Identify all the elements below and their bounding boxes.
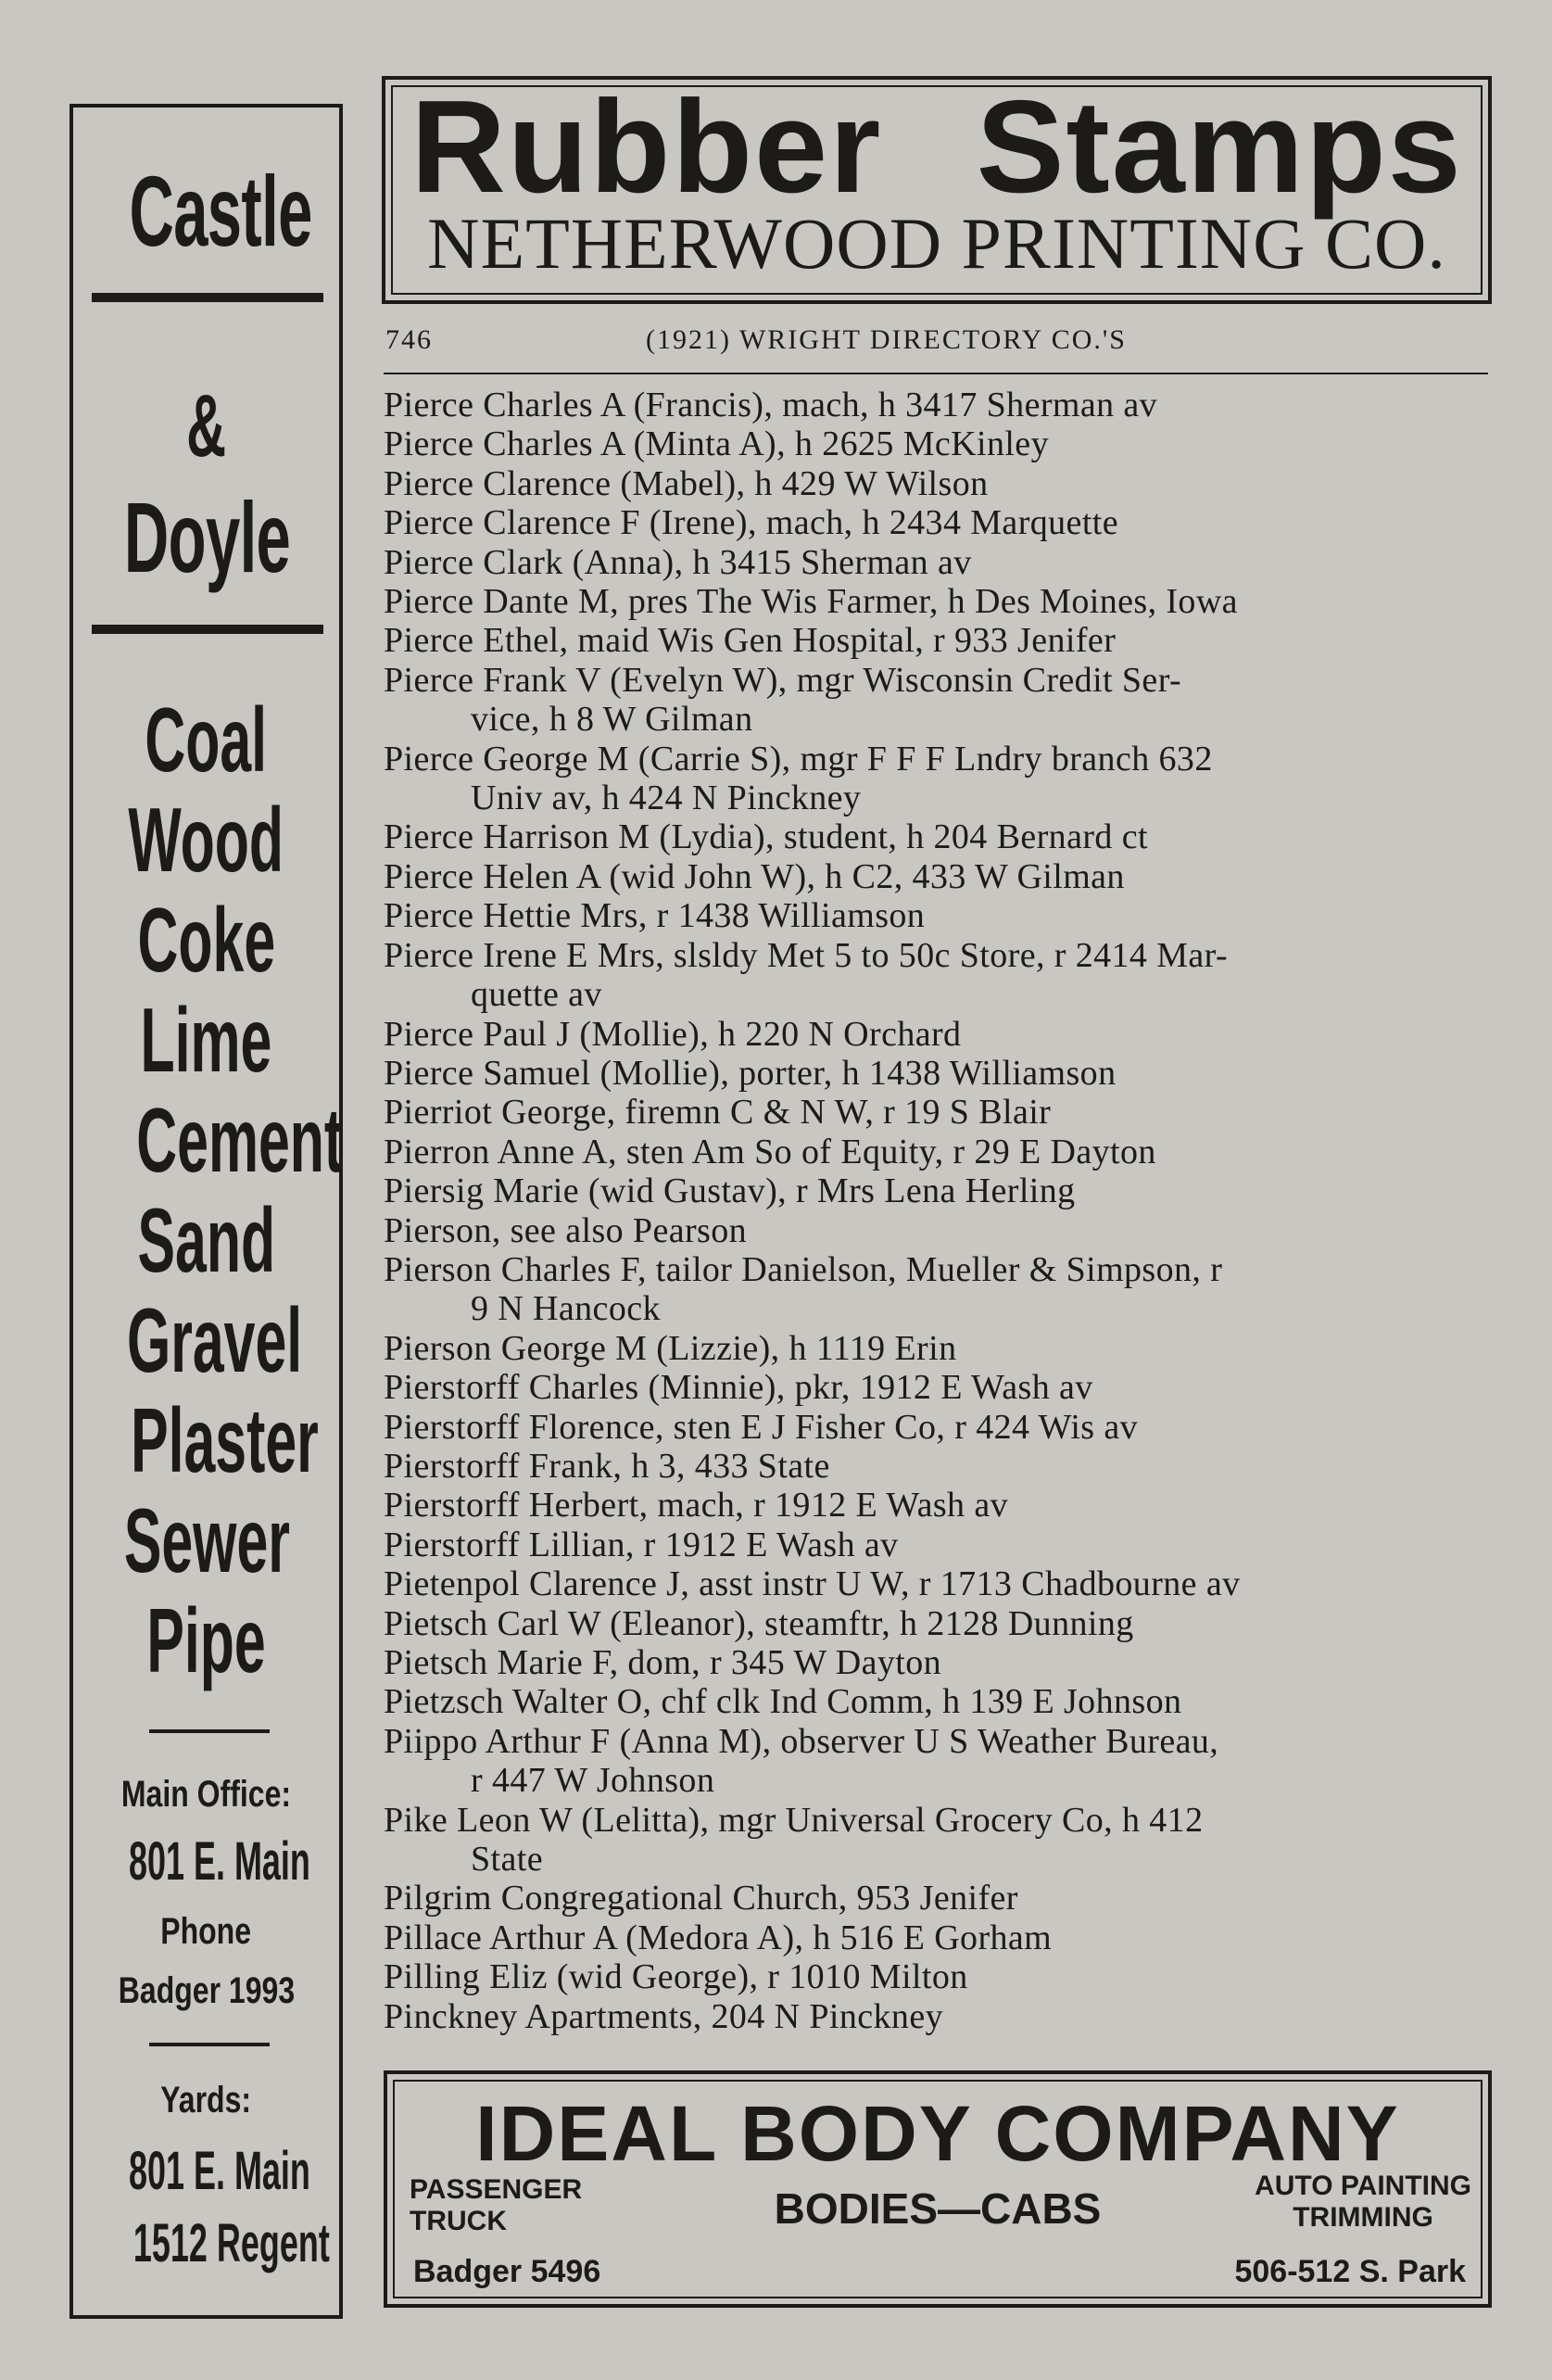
ad-ampersand-wrap [73,376,339,475]
entry-text: Pierce Helen A (wid John W), h C2, 433 W Gilman [384,856,1125,896]
entry-text: Pierson George M (Lizzie), h 1119 Erin [384,1328,957,1368]
product-item: Coal [145,689,268,791]
entry-continuation: r 447 W Johnson [471,1761,715,1801]
bottom-advertisement [384,2070,1492,2308]
product-item: Sand [137,1189,275,1291]
directory-entry [384,857,1491,896]
directory-entry [384,582,1491,621]
product-item: Sewer [123,1489,290,1591]
header-rule [384,373,1488,374]
entry-text: Pierstorff Charles (Minnie), pkr, 1912 E Wash av [384,1368,1093,1408]
directory-entry [384,1564,1491,1603]
ad-ampersand: & [186,376,226,475]
entry-text: Pilgrim Congregational Church, 953 Jenifer [384,1879,1018,1918]
entry-text: Piersig Marie (wid Gustav), r Mrs Lena Herling [384,1171,1076,1211]
ad-right-line: TRIMMING [1293,2202,1433,2233]
directory-entry [384,1408,1491,1447]
product-item: Plaster [131,1389,319,1491]
entry-text: Pierce Dante M, pres The Wis Farmer, h Des Moines, Iowa [384,582,1238,622]
main-office-label: Main Office: [120,1774,292,1815]
product-item: Lime [140,989,272,1091]
directory-entry [384,1250,1491,1329]
ad-right-text [1255,2171,1471,2234]
directory-entry [384,386,1491,424]
yards-address: 801 E. Main [129,2141,310,2201]
directory-entry [384,1643,1491,1682]
yards-label: Yards: [160,2080,252,2120]
directory-entry [384,503,1491,542]
directory-entry [384,464,1491,503]
divider [92,625,323,634]
directory-entry [384,1447,1491,1486]
directory-entry [384,740,1491,818]
directory-entry [384,1722,1491,1801]
directory-entries [384,386,1491,2036]
entry-text: Pike Leon W (Lelitta), mgr Universal Grocery Co, h 412 [384,1800,1204,1840]
ad-doyle-wrap [73,481,339,593]
entry-continuation: 9 N Hancock [471,1289,661,1329]
entry-continuation: State [471,1840,543,1880]
ad-center-text: BODIES—CABS [774,2184,1102,2233]
entry-text: Pierce Clark (Anna), h 3415 Sherman av [384,542,972,582]
directory-entry [384,1054,1491,1093]
entry-text: Pierson Charles F, tailor Danielson, Mueller & Simpson, r [384,1249,1223,1289]
entry-text: Pierce Charles A (Francis), mach, h 3417 Sherman av [384,386,1158,424]
directory-entry [384,1604,1491,1643]
directory-entry [384,543,1491,582]
directory-entry [384,936,1491,1015]
entry-text: Pierron Anne A, sten Am So of Equity, r 29 E Dayton [384,1132,1156,1171]
directory-entry [384,1015,1491,1054]
entry-text: Pierce Hettie Mrs, r 1438 Williamson [384,896,926,936]
entry-text: Pierce Ethel, maid Wis Gen Hospital, r 933 Jenifer [384,621,1117,661]
ad-company-name: IDEAL BODY COMPANY [475,2090,1400,2177]
divider [92,293,323,302]
product-item: Gravel [126,1289,303,1391]
entry-text: Pietsch Carl W (Eleanor), steamftr, h 2128 Dunning [384,1603,1134,1643]
page-header [384,324,1488,361]
entry-text: Pierstorff Frank, h 3, 433 State [384,1446,830,1486]
divider [149,1729,270,1733]
directory-entry [384,1997,1491,2036]
entry-text: Pierce Samuel (Mollie), porter, h 1438 Williamson [384,1053,1117,1093]
running-title: (1921) WRIGHT DIRECTORY CO.'S [646,324,1127,355]
directory-entry [384,1171,1491,1210]
entry-text: Pilling Eliz (wid George), r 1010 Milton [384,1957,968,1997]
entry-text: Pierce Clarence F (Irene), mach, h 2434 Marquette [384,503,1118,543]
product-list [73,689,344,1691]
entry-text: Pierson, see also Pearson [384,1210,748,1250]
entry-text: Pierce Frank V (Evelyn W), mgr Wisconsin Credit Ser- [384,660,1182,700]
phone-label: Phone [160,1911,252,1952]
divider [149,2043,270,2046]
directory-entry [384,1918,1491,1957]
directory-entry [384,661,1491,740]
sidebar-ad-header [73,155,339,267]
directory-entry [384,1133,1491,1171]
directory-entry [384,1957,1491,1996]
entry-text: Pierce Irene E Mrs, slsldy Met 5 to 50c Store, r 2414 Mar- [384,935,1229,975]
entry-text: Pierce Charles A (Minta A), h 2625 McKinley [384,424,1049,464]
entry-text: Pierriot George, firemn C & N W, r 19 S Blair [384,1093,1052,1133]
entry-text: Pinckney Apartments, 204 N Pinckney [384,1996,943,2036]
main-office-block [73,1776,339,2009]
ad-right-line: AUTO PAINTING [1255,2171,1471,2201]
directory-entry [384,1093,1491,1132]
directory-entry [384,1525,1491,1564]
ad-left-line: TRUCK [410,2206,507,2236]
directory-entry [384,621,1491,660]
directory-entry [384,896,1491,935]
ad-name-castle: Castle [129,155,312,267]
entry-text: Pierce George M (Carrie S), mgr F F F Lndry branch 632 [384,739,1213,779]
entry-text: Pierstorff Herbert, mach, r 1912 E Wash av [384,1486,1008,1525]
entry-text: Pierce Harrison M (Lydia), student, h 204 Bernard ct [384,817,1148,857]
entry-text: Pietzsch Walter O, chf clk Ind Comm, h 139 E Johnson [384,1682,1182,1722]
ad-phone: Badger 5496 [413,2254,601,2289]
ad-company-name: NETHERWOOD PRINTING CO. [427,203,1446,284]
directory-entry [384,1329,1491,1368]
entry-text: Piippo Arthur F (Anna M), observer U S Weather Bureau, [384,1721,1219,1761]
directory-entry [384,1801,1491,1880]
product-item: Wood [128,789,284,891]
directory-entry [384,1211,1491,1250]
entry-text: Pietsch Marie F, dom, r 345 W Dayton [384,1643,942,1682]
entry-continuation: vice, h 8 W Gilman [471,700,753,740]
ad-name-doyle: Doyle [123,481,291,593]
directory-entry [384,1879,1491,1918]
top-advertisement [382,73,1492,304]
yards-address: 1512 Regent [132,2213,330,2273]
product-item: Coke [137,889,275,991]
ad-left-line: PASSENGER [410,2174,583,2205]
directory-entry [384,1368,1491,1407]
entry-text: Pierce Paul J (Mollie), h 220 N Orchard [384,1014,962,1054]
product-item: Pipe [146,1589,266,1691]
entry-text: Pierstorff Florence, sten E J Fisher Co, r 424 Wis av [384,1407,1139,1447]
ad-headline: Rubber Stamps [410,73,1463,221]
phone-number: Badger 1993 [118,1970,295,2011]
entry-continuation: quette av [471,975,602,1015]
entry-text: Pietenpol Clarence J, asst instr U W, r 1713 Chadbourne av [384,1564,1241,1604]
yards-block [73,2082,339,2271]
main-office-address: 801 E. Main [129,1831,310,1892]
page-number: 746 [385,324,433,355]
sidebar-advertisement [69,104,343,2319]
directory-entry [384,817,1491,856]
entry-text: Pillace Arthur A (Medora A), h 516 E Gorham [384,1918,1053,1957]
directory-entry [384,1682,1491,1721]
directory-entry [384,424,1491,463]
entry-text: Pierce Clarence (Mabel), h 429 W Wilson [384,463,989,503]
ad-address: 506-512 S. Park [1234,2254,1466,2289]
product-item: Cement [136,1089,344,1191]
directory-entry [384,1486,1491,1525]
entry-text: Pierstorff Lillian, r 1912 E Wash av [384,1525,899,1564]
entry-continuation: Univ av, h 424 N Pinckney [471,779,862,818]
